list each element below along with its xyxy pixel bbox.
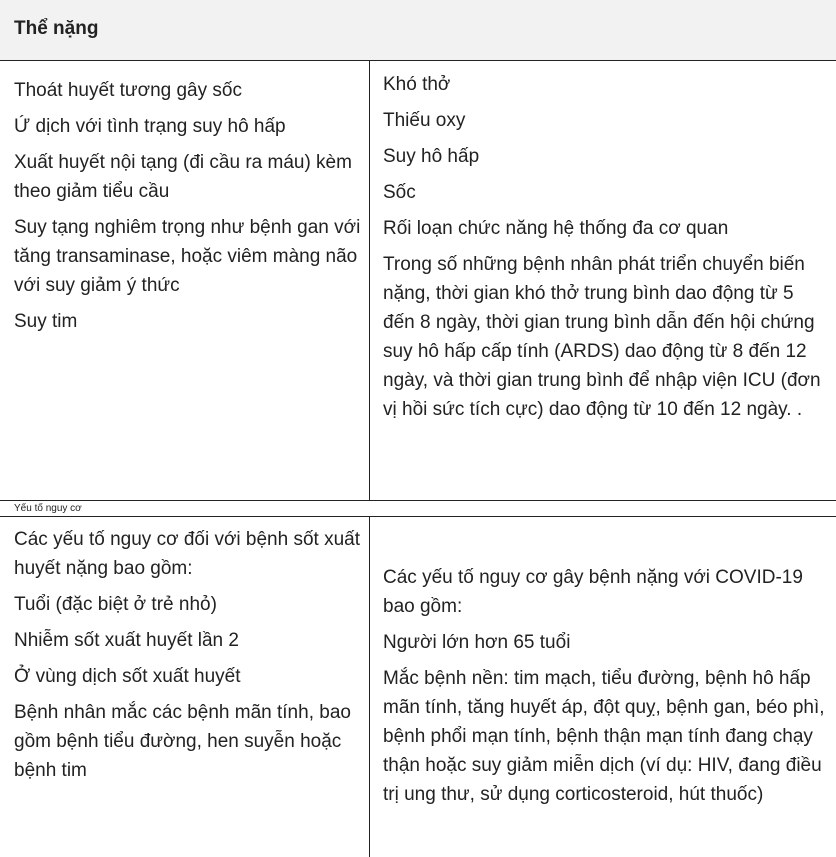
list-item: Bệnh nhân mắc các bệnh mãn tính, bao gồm bệnh tiểu đường, hen suyễn hoặc bệnh tim bbox=[14, 702, 351, 781]
list-item: Mắc bệnh nền: tim mạch, tiểu đường, bệnh hô hấp mãn tính, tăng huyết áp, đột quỵ, bệnh gan, béo phì, bệnh phổi mạn tính, bệnh thận mạn tính đang chạy thận hoặc suy giảm miễn dịch (ví dụ: HIV, đang điều trị ung thư, sử dụng corticosteroid, hút thuốc) bbox=[383, 668, 825, 805]
list-item: Thoát huyết tương gây sốc bbox=[14, 80, 242, 101]
list-item: Khó thở bbox=[383, 74, 451, 95]
risk-dengue-cell bbox=[14, 525, 364, 792]
column-divider bbox=[369, 61, 370, 501]
risk-factors-subheader: Yếu tố nguy cơ bbox=[14, 503, 82, 514]
list-item: Trong số những bệnh nhân phát triển chuyển biến nặng, thời gian khó thở trung bình dao động từ 5 đến 8 ngày, thời gian trung bình dẫn đến hội chứng suy hô hấp cấp tính (ARDS) dao động từ 8 đến 12 ngày, và thời gian trung bình để nhập viện ICU (đơn vị hồi sức tích cực) dao động từ 10 đến 12 ngày. . bbox=[383, 254, 821, 420]
severe-covid-cell bbox=[383, 70, 828, 431]
severe-dengue-cell bbox=[14, 76, 364, 343]
list-item: Suy hô hấp bbox=[383, 146, 480, 167]
list-item: Sốc bbox=[383, 182, 416, 203]
list-item: Nhiễm sốt xuất huyết lần 2 bbox=[14, 630, 239, 651]
row-divider bbox=[0, 516, 836, 517]
list-item: Thiếu oxy bbox=[383, 110, 466, 131]
list-item: Xuất huyết nội tạng (đi cầu ra máu) kèm theo giảm tiểu cầu bbox=[14, 152, 352, 202]
list-item: Rối loạn chức năng hệ thống đa cơ quan bbox=[383, 218, 729, 239]
column-divider bbox=[369, 517, 370, 857]
section-title: Thể nặng bbox=[14, 18, 99, 39]
list-item: Tuổi (đặc biệt ở trẻ nhỏ) bbox=[14, 594, 217, 615]
list-item: Suy tạng nghiêm trọng như bệnh gan với tăng transaminase, hoặc viêm màng não với suy giảm ý thức bbox=[14, 217, 361, 296]
list-item: Các yếu tố nguy cơ đối với bệnh sốt xuất huyết nặng bao gồm: bbox=[14, 529, 360, 579]
list-item: Suy tim bbox=[14, 311, 78, 332]
list-item: Các yếu tố nguy cơ gây bệnh nặng với COVID-19 bao gồm: bbox=[383, 567, 803, 617]
list-item: Người lớn hơn 65 tuổi bbox=[383, 632, 571, 653]
list-item: Ở vùng dịch sốt xuất huyết bbox=[14, 666, 241, 687]
table-header-row bbox=[0, 0, 836, 61]
row-divider bbox=[0, 500, 836, 501]
list-item: Ứ dịch với tình trạng suy hô hấp bbox=[14, 116, 286, 137]
risk-covid-cell bbox=[383, 563, 828, 816]
